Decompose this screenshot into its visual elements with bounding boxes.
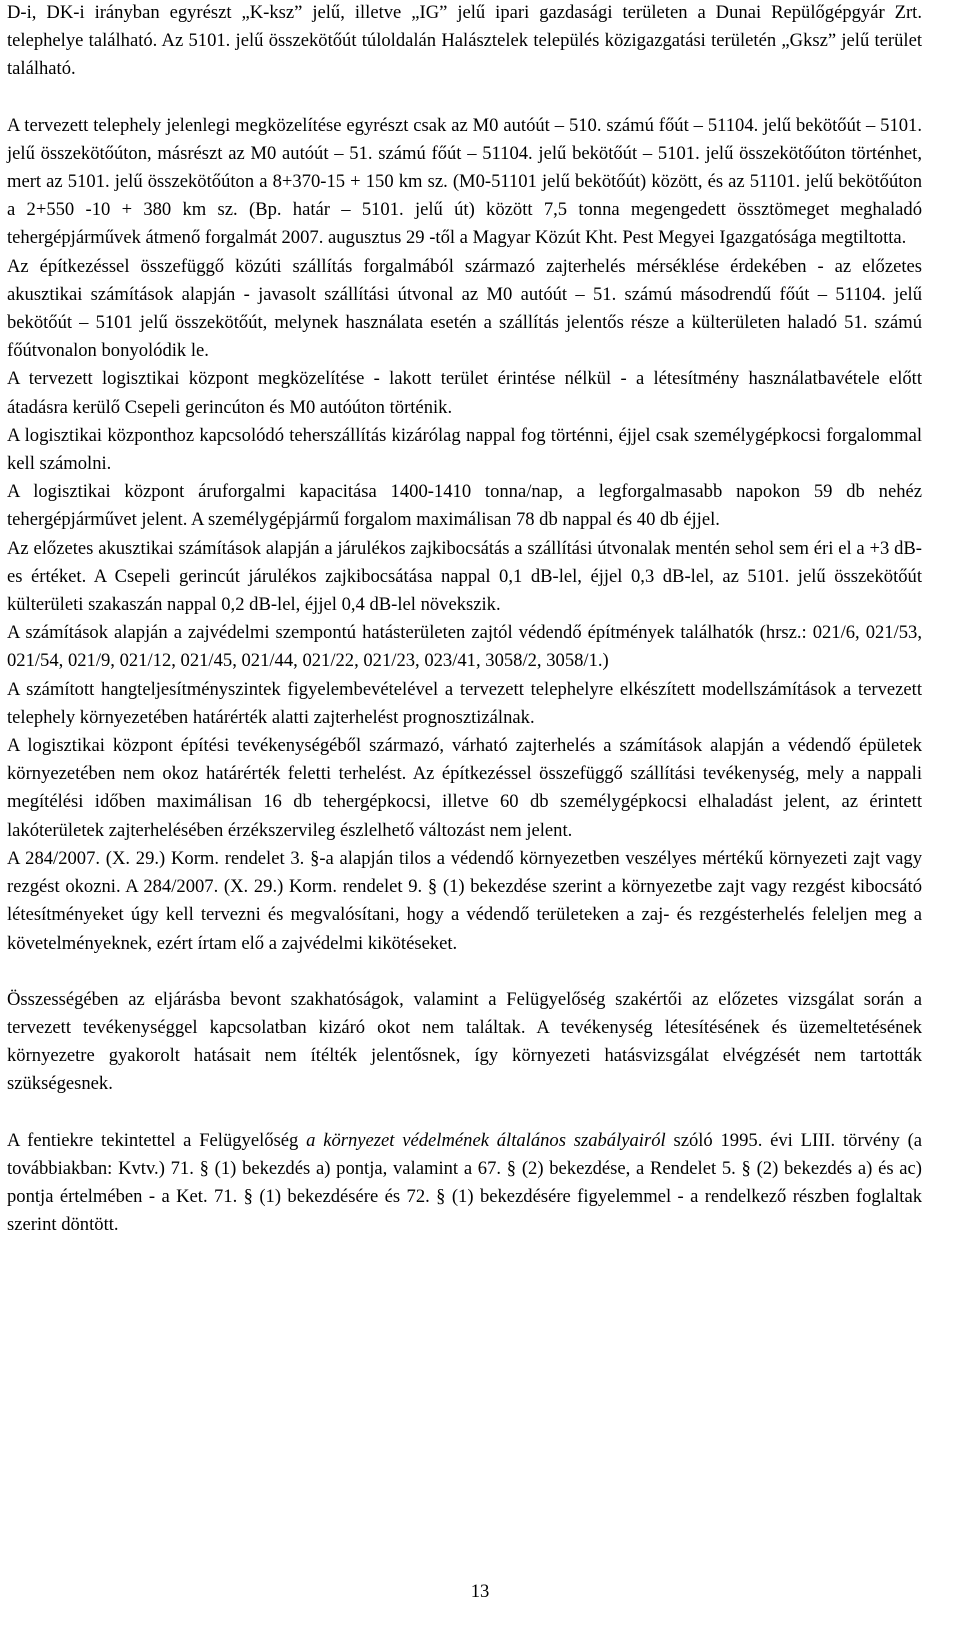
paragraph-daytime-transport: A logisztikai központhoz kapcsolódó teherszállítás kizárólag nappal fog történni, éjjel csak személygépkocsi forgalommal kell számolni.: [7, 424, 922, 475]
paragraph-current-access: A tervezett telephely jelenlegi megközelítése egyrészt csak az M0 autóút – 510. számú főút – 51104. jelű bekötőút – 5101. jelű összekötőúton, másrészt az M0 autóút – 51. számú főút – 51104. jelű bekötőút – 5101. jelű összekötőúton történhet, mert az 5101. jelű összekötőúton a 8+370-15 + 150 km sz. (M0-51101 jelű bekötőút) között, és az 51101. jelű bekötőúton a 2+550 -10 + 380 km sz. (Bp. határ – 5101. jelű út) között 7,5 tonna megengedett össztömeget meghaladó tehergépjárművek átmenő forgalmát 2007. augusztus 29 -től a Magyar Közút Kht. Pest Megyei Igazgatósága megtiltotta.: [7, 114, 922, 249]
decision-text-before: A fentiekre tekintettel a Felügyelőség: [7, 1129, 307, 1151]
paragraph-model-calculations: A számított hangteljesítményszintek figyelembevételével a tervezett telephelyre elkészített modellszámítások a tervezett telephely környezetében határérték alatti zajterhelést prognosztizálnak.: [7, 678, 922, 728]
paragraph-construction-noise: A logisztikai központ építési tevékenységéből származó, várható zajterhelés a számítások alapján a védendő épületek környezetében nem okoz határérték feletti terhelést. Az építkezéssel összefüggő szállítási tevékenység, mely a nappali megítélési időben maximálisan 16 db tehergépkocsi, illetve 60 db személygépkocsi elhaladást jelent, az érintett lakóterületek zajterhelésében érzékszervileg észlelhető változást nem jelent.: [7, 735, 922, 841]
paragraph-capacity: A logisztikai központ áruforgalmi kapacitása 1400-1410 tonna/nap, a legforgalmasabb napokon 59 db nehéz tehergépjárművet jelent. A személygépjármű forgalom maximálisan 78 db nappal és 40 db éjjel.: [7, 481, 922, 531]
paragraph-gap: [7, 1099, 922, 1127]
document-page: [7, 0, 922, 1239]
paragraph-logistics-access: A tervezett logisztikai központ megközelítése - lakott terület érintése nélkül - a létesítmény használatbavétele előtt átadásra kerülő Csepeli gerincúton és M0 autóúton történik.: [7, 368, 922, 418]
decision-law-title: a környezet védelmének általános szabályairól: [306, 1129, 666, 1151]
paragraph-legal-requirements: A 284/2007. (X. 29.) Korm. rendelet 3. §-a alapján tilos a védendő környezetben veszélyes mértékű környezeti zajt vagy rezgést okozni. A 284/2007. (X. 29.) Korm. rendelet 9. § (1) bekezdése szerint a környezetbe zajt vagy rezgést kibocsátó létesítményeket úgy kell tervezni és megvalósítani, hogy a védendő területeken a zaj- és rezgésterhelés feleljen meg a követelményeknek, ezért írtam elő a zajvédelmi kikötéseket.: [7, 847, 922, 954]
paragraph-noise-emission: Az előzetes akusztikai számítások alapján a járulékos zajkibocsátás a szállítási útvonalak mentén sehol sem éri el a +3 dB-es értéket. A Csepeli gerincút járulékos zajkibocsátása nappal 0,1 dB-lel, éjjel 0,3 dB-lel, az 5101. jelű összekötőút külterületi szakaszán nappal 0,2 dB-lel, éjjel 0,4 dB-lel növekszik.: [7, 537, 922, 616]
paragraph-summary: Összességében az eljárásba bevont szakhatóságok, valamint a Felügyelőség szakértői az előzetes vizsgálat során a tervezett tevékenységgel kapcsolatban kizáró okot nem találtak. A tevékenység létesítésének és üzemeltetésének környezetre gyakorolt hatásait nem ítélték jelentősnek, így környezeti hatásvizsgálat elvégzését nem tartották szükségesnek.: [7, 988, 922, 1095]
paragraph-gap: [7, 84, 922, 112]
paragraph-neighbouring-areas: D-i, DK-i irányban egyrészt „K-ksz” jelű, illetve „IG” jelű ipari gazdasági területen a Dunai Repülőgépgyár Zrt. telephelye található. Az 5101. jelű összekötőút túloldalán Halásztelek település közigazgatási területén „Gksz” jelű terület található.: [7, 2, 922, 80]
paragraph-protected-buildings: A számítások alapján a zajvédelmi szempontú hatásterületen zajtól védendő építmények találhatók (hrsz.: 021/6, 021/53, 021/54, 021/9, 021/12, 021/45, 021/44, 021/22, 021/23, 023/41, 3058/2, 3058/1.): [7, 622, 922, 672]
page-number: 13: [470, 1581, 490, 1602]
paragraph-decision: [7, 1127, 922, 1240]
paragraph-transport-route: Az építkezéssel összefüggő közúti szállítás forgalmából származó zajterhelés mérséklése érdekében - az előzetes akusztikai számítások alapján - javasolt szállítási útvonal az M0 autóút – 51. számú másodrendű főút – 51104. jelű bekötőút – 5101 jelű összekötőút, melynek használata esetén a szállítás jelentős része a külterületen haladó 51. számú főútvonalon bonyolódik le.: [7, 255, 922, 362]
decision-text-after: szóló 1995. évi LIII. törvény (a továbbiakban: Kvtv.) 71. § (1) bekezdés a) pontja, valamint a 67. § (2) bekezdése, a Rendelet 5. § (2) bekezdés a) és ac) pontja értelmében - a Ket. 71. § (1) bekezdésére és 72. § (1) bekezdésére figyelemmel - a rendelkező részben foglaltak szerint döntött.: [7, 1129, 923, 1236]
paragraph-gap: [7, 958, 922, 986]
